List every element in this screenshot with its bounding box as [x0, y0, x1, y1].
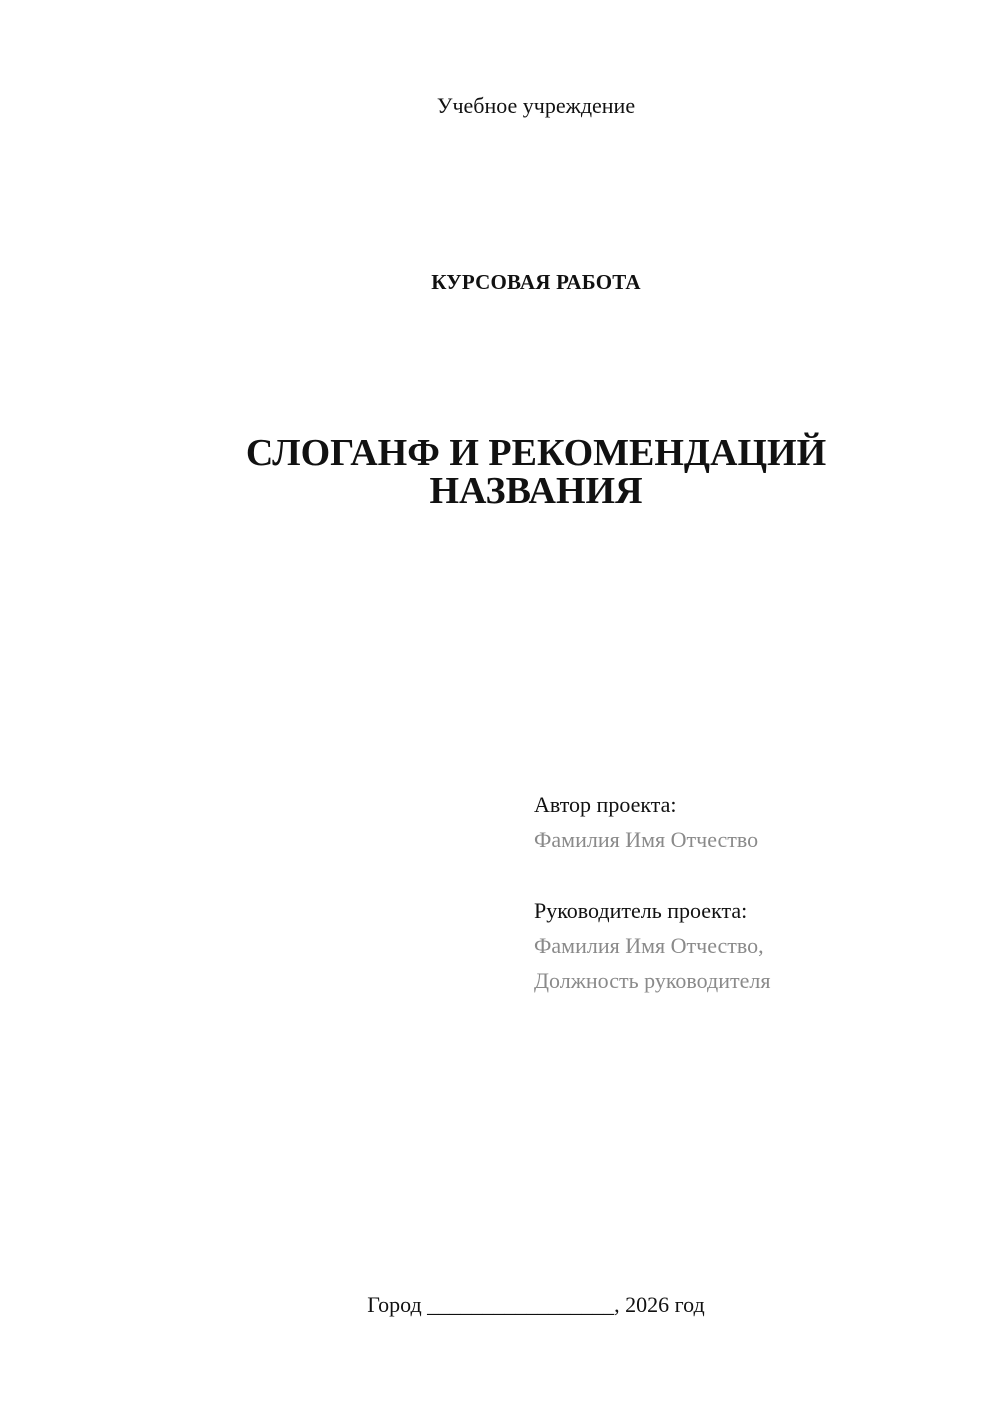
document-title-line-1: СЛОГАНФ И РЕКОМЕНДАЦИЙ: [245, 432, 827, 474]
supervisor-position: Должность руководителя: [534, 968, 771, 993]
author-label: Автор проекта:: [534, 792, 677, 817]
credits-spacer: [534, 857, 974, 893]
document-title-line-2: НАЗВАНИЯ: [429, 470, 643, 512]
author-name: Фамилия Имя Отчество: [534, 827, 759, 852]
work-type-heading: КУРСОВАЯ РАБОТА: [431, 270, 641, 294]
supervisor-name: Фамилия Имя Отчество,: [534, 933, 764, 958]
institution-name: Учебное учреждение: [436, 93, 636, 118]
credits-block: [534, 787, 974, 998]
document-title: [0, 434, 1000, 510]
city-year-line: Город _________________, 2026 год: [367, 1292, 705, 1317]
supervisor-label: Руководитель проекта:: [534, 898, 748, 923]
